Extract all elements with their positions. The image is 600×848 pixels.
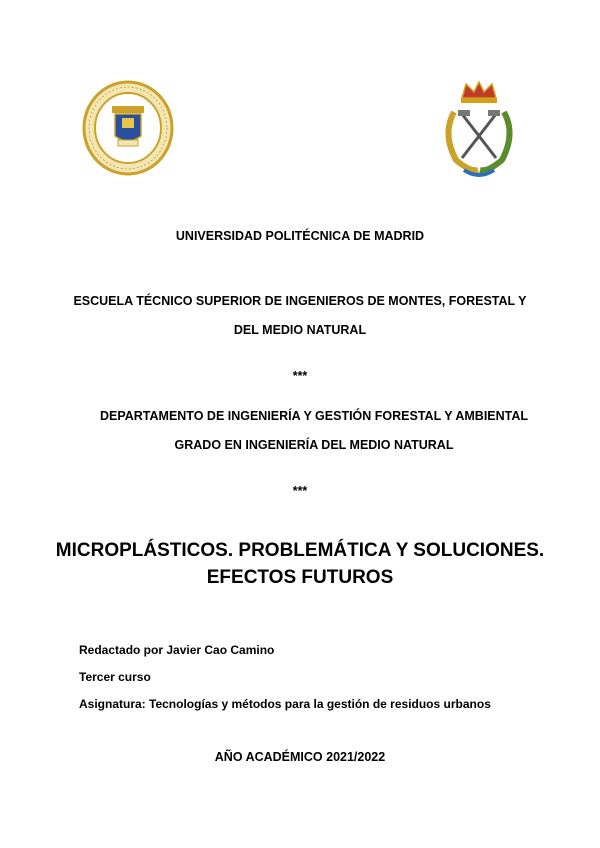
montes-school-emblem-logo: [434, 78, 524, 182]
author-line: Redactado por Javier Cao Camino: [79, 643, 275, 657]
upm-seal-logo: [82, 80, 174, 176]
department-name: DEPARTAMENTO DE INGENIERÍA Y GESTIÓN FORESTAL Y AMBIENTAL: [99, 409, 529, 423]
course-line: Tercer curso: [79, 670, 151, 684]
separator-stars: ***: [292, 484, 308, 498]
separator-stars: ***: [292, 369, 308, 383]
university-name: UNIVERSIDAD POLITÉCNICA DE MADRID: [175, 229, 425, 243]
school-name-line2: DEL MEDIO NATURAL: [233, 323, 367, 337]
academic-year: AÑO ACADÉMICO 2021/2022: [214, 750, 386, 764]
subject-line: Asignatura: Tecnologías y métodos para la gestión de residuos urbanos: [79, 697, 491, 711]
school-name-line1: ESCUELA TÉCNICO SUPERIOR DE INGENIEROS DE MONTES, FORESTAL Y: [73, 294, 527, 308]
degree-name: GRADO EN INGENIERÍA DEL MEDIO NATURAL: [174, 438, 454, 452]
document-title-line2: EFECTOS FUTUROS: [206, 567, 394, 588]
document-title-line1: MICROPLÁSTICOS. PROBLEMÁTICA Y SOLUCIONES.: [55, 540, 545, 561]
